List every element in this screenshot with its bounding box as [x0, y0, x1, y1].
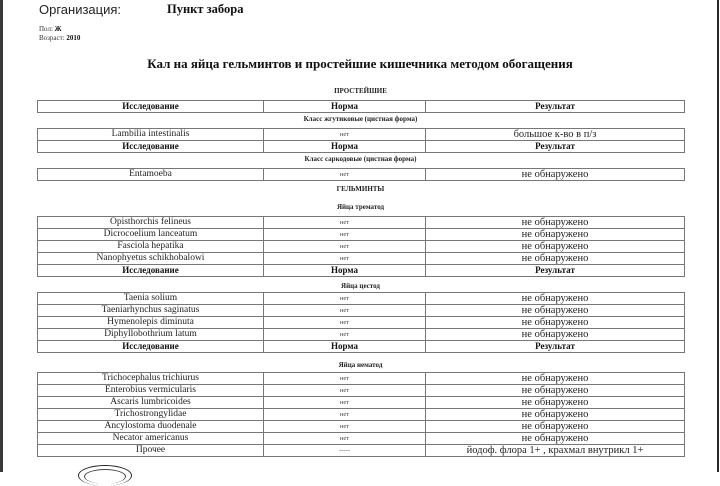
header-row: [38, 341, 685, 353]
table-row: [38, 385, 685, 397]
section-nematodes: Яйца нематод: [338, 361, 383, 369]
age-value: 2010: [66, 34, 81, 42]
study-cell: Nanophyetus schikhobalowi: [38, 253, 264, 265]
section-protozoa: ПРОСТЕЙШИЕ: [334, 87, 387, 95]
table-row: [38, 373, 685, 385]
table-row: [38, 329, 685, 341]
study-cell: Ascaris lumbricoides: [38, 397, 264, 409]
result-cell: большое к-во в п/з: [426, 129, 685, 141]
organization-value: Пункт забора: [167, 2, 244, 16]
header-result: Результат: [426, 341, 685, 353]
norm-cell: нет: [264, 433, 426, 445]
header-norm: Норма: [264, 265, 426, 277]
table-row: [38, 169, 685, 181]
table-row: [38, 433, 685, 445]
norm-cell: нет: [264, 129, 426, 141]
norm-cell: нет: [264, 305, 426, 317]
organization-label: Организация:: [39, 2, 122, 17]
sex-field: [39, 25, 62, 33]
header-study: Исследование: [38, 341, 264, 353]
study-cell: Fasciola hepatika: [38, 241, 264, 253]
study-cell: Taeniarhynchus saginatus: [38, 305, 264, 317]
header-result: Результат: [426, 141, 685, 153]
result-cell: не обнаружено: [426, 397, 685, 409]
table-row: [38, 253, 685, 265]
table-row: [38, 445, 685, 457]
result-cell: не обнаружено: [426, 305, 685, 317]
header-study: Исследование: [38, 141, 264, 153]
sarcodina-table: [37, 168, 685, 181]
table-row: [38, 421, 685, 433]
nematodes-table: [37, 372, 685, 457]
result-cell: не обнаружено: [426, 169, 685, 181]
norm-cell: нет: [264, 241, 426, 253]
result-cell: не обнаружено: [426, 329, 685, 341]
norm-cell: -----: [264, 445, 426, 457]
norm-cell: нет: [264, 373, 426, 385]
study-cell: Necator americanus: [38, 433, 264, 445]
study-cell: Lambilia intestinalis: [38, 129, 264, 141]
norm-cell: нет: [264, 317, 426, 329]
result-cell: не обнаружено: [426, 293, 685, 305]
study-cell: Diphyllobothrium latum: [38, 329, 264, 341]
norm-cell: нет: [264, 217, 426, 229]
result-cell: не обнаружено: [426, 241, 685, 253]
table-row: [38, 229, 685, 241]
study-cell: Dicrocoelium lanceatum: [38, 229, 264, 241]
flagellates-table: [37, 128, 685, 153]
header-study: Исследование: [38, 101, 264, 113]
header-study: Исследование: [38, 265, 264, 277]
norm-cell: нет: [264, 253, 426, 265]
result-cell: йодоф. флора 1+ , крахмал внутрикл 1+: [426, 445, 685, 457]
norm-cell: нет: [264, 169, 426, 181]
norm-cell: нет: [264, 229, 426, 241]
table-row: [38, 397, 685, 409]
study-cell: Taenia solium: [38, 293, 264, 305]
norm-cell: нет: [264, 397, 426, 409]
study-cell: Opisthorchis felineus: [38, 217, 264, 229]
header-result: Результат: [426, 265, 685, 277]
study-cell: Ancylostoma duodenale: [38, 421, 264, 433]
stamp-seal-inner-ring: [84, 469, 126, 484]
table-row: [38, 217, 685, 229]
study-cell: Enterobius vermicularis: [38, 385, 264, 397]
column-header-table: [37, 100, 685, 113]
header-row: [38, 265, 685, 277]
result-cell: не обнаружено: [426, 217, 685, 229]
study-cell: Прочее: [38, 445, 264, 457]
norm-cell: нет: [264, 385, 426, 397]
table-row: [38, 409, 685, 421]
section-flagellates: Класс жгутиковые (цистная форма): [303, 115, 418, 123]
table-row: [38, 241, 685, 253]
result-cell: не обнаружено: [426, 317, 685, 329]
sex-label: Пол:: [39, 25, 53, 33]
header-norm: Норма: [264, 101, 426, 113]
study-cell: Trichocephalus trichiurus: [38, 373, 264, 385]
section-sarcodina: Класс саркодовые (цистная форма): [304, 155, 417, 163]
table-row: [38, 305, 685, 317]
section-cestodes: Яйца цестод: [341, 282, 380, 290]
result-cell: не обнаружено: [426, 421, 685, 433]
table-row: [38, 129, 685, 141]
sex-value: Ж: [54, 25, 62, 33]
norm-cell: нет: [264, 421, 426, 433]
report-title: Кал на яйца гельминтов и простейшие кишечника методом обогащения: [147, 56, 573, 71]
study-cell: Entamoeba: [38, 169, 264, 181]
table-row: [38, 317, 685, 329]
norm-cell: нет: [264, 329, 426, 341]
result-cell: не обнаружено: [426, 373, 685, 385]
result-cell: не обнаружено: [426, 385, 685, 397]
header-row: [38, 101, 685, 113]
section-helminths: ГЕЛЬМИНТЫ: [336, 185, 385, 193]
table-row: [38, 293, 685, 305]
header-norm: Норма: [264, 141, 426, 153]
result-cell: не обнаружено: [426, 433, 685, 445]
section-trematodes: Яйца трематод: [336, 203, 385, 211]
age-label: Возраст:: [39, 34, 65, 42]
cestodes-table: [37, 292, 685, 353]
header-result: Результат: [426, 101, 685, 113]
trematodes-table: [37, 216, 685, 277]
norm-cell: нет: [264, 409, 426, 421]
header-row: [38, 141, 685, 153]
study-cell: Hymenolepis diminuta: [38, 317, 264, 329]
study-cell: Trichostrongylidae: [38, 409, 264, 421]
header-norm: Норма: [264, 341, 426, 353]
age-field: [39, 34, 80, 42]
result-cell: не обнаружено: [426, 253, 685, 265]
norm-cell: нет: [264, 293, 426, 305]
result-cell: не обнаружено: [426, 229, 685, 241]
result-cell: не обнаружено: [426, 409, 685, 421]
